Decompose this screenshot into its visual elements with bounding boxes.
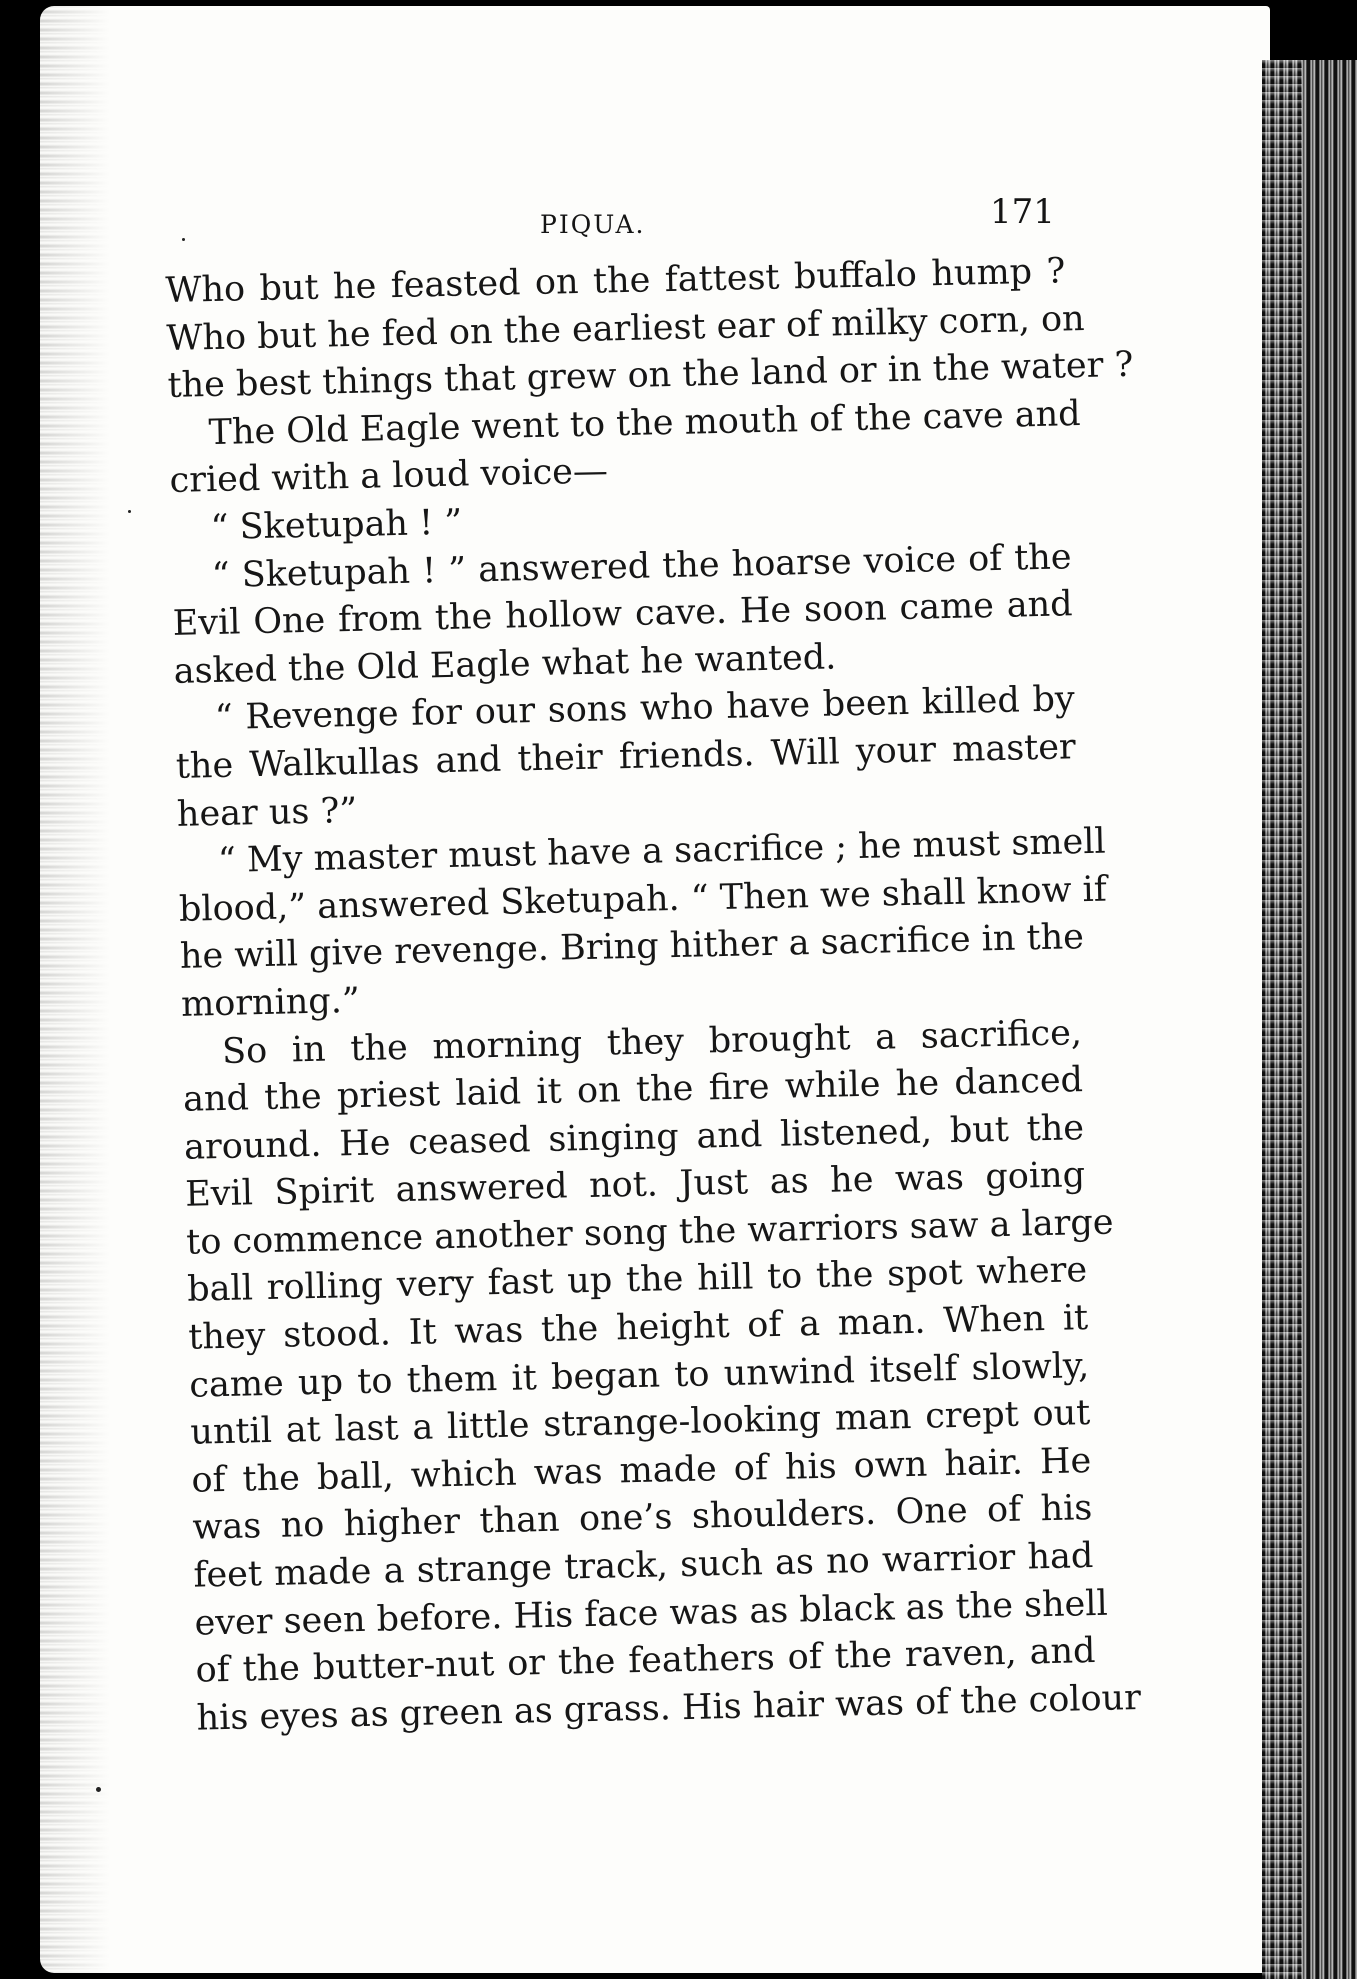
- text-line: and the priest laid it on the fire while he danced: [182, 1060, 1084, 1120]
- text-line: of the ball, which was made of his own hair. He: [191, 1440, 1092, 1501]
- text-line: ball rolling very fast up the hill to the spot where: [186, 1250, 1088, 1311]
- text-line: of the butter-nut or the feathers of the raven, and: [195, 1631, 1096, 1691]
- text-line: was no higher than one’s shoulders. One of his: [192, 1488, 1093, 1549]
- text-line: So in the morning they brought a sacrifice,: [221, 1012, 1083, 1072]
- text-line: until at last a little strange-looking man crept out: [189, 1393, 1091, 1453]
- body-text: [165, 248, 1142, 1743]
- text-line: The Old Eagle went to the mouth of the cave and: [208, 393, 1081, 453]
- text-line: came up to them it began to unwind itself slowly,: [188, 1345, 1090, 1406]
- scan-speck: [96, 1787, 101, 1792]
- running-head-title: PIQUA.: [540, 210, 646, 239]
- text-line: “ Revenge for our sons who have been killed by: [214, 679, 1076, 739]
- text-line: cried with a loud voice—: [169, 451, 609, 502]
- text-line: Who but he feasted on the fattest buffalo hump ?: [165, 251, 1066, 311]
- text-line: Who but he fed on the earliest ear of milky corn, on: [166, 298, 1086, 359]
- page-left-edge-shadow: [40, 6, 110, 1973]
- text-line: hear us ?”: [176, 790, 358, 835]
- text-line: he will give revenge. Bring hither a sacrifice in the: [179, 917, 1085, 978]
- text-line: his eyes as green as grass. His hair was of the colour: [196, 1677, 1142, 1739]
- text-line: ever seen before. His face was as black as the shell: [194, 1583, 1109, 1644]
- text-line: the best things that grew on the land or in the water ?: [167, 345, 1134, 407]
- book-spine-texture: [1262, 60, 1302, 1979]
- text-line: asked the Old Eagle what he wanted.: [173, 637, 837, 692]
- running-head: [0, 192, 1357, 240]
- text-line: “ My master must have a sacrifice ; he must smell: [217, 821, 1107, 882]
- text-line: feet made a strange track, such as no warrior had: [193, 1536, 1094, 1596]
- page-number: 171: [990, 192, 1055, 232]
- text-line: “ Sketupah ! ”: [210, 502, 463, 549]
- text-line: “ Sketupah ! ” answered the hoarse voice of the: [211, 536, 1072, 596]
- text-line: to commence another song the warriors saw a large: [185, 1202, 1114, 1263]
- text-line: Evil Spirit answered not. Just as he was going: [184, 1155, 1086, 1216]
- text-line: around. He ceased singing and listened, but the: [183, 1107, 1085, 1168]
- text-line: the Walkullas and their friends. Will your master: [175, 727, 1077, 787]
- text-line: blood,” answered Sketupah. “ Then we shall know if: [178, 869, 1108, 930]
- text-line: Evil One from the hollow cave. He soon came and: [172, 584, 1073, 645]
- scan-speck: [128, 510, 131, 513]
- scan-speck: [182, 238, 185, 241]
- text-line: they stood. It was the height of a man. When it: [187, 1298, 1089, 1358]
- text-line: morning.”: [180, 980, 361, 1025]
